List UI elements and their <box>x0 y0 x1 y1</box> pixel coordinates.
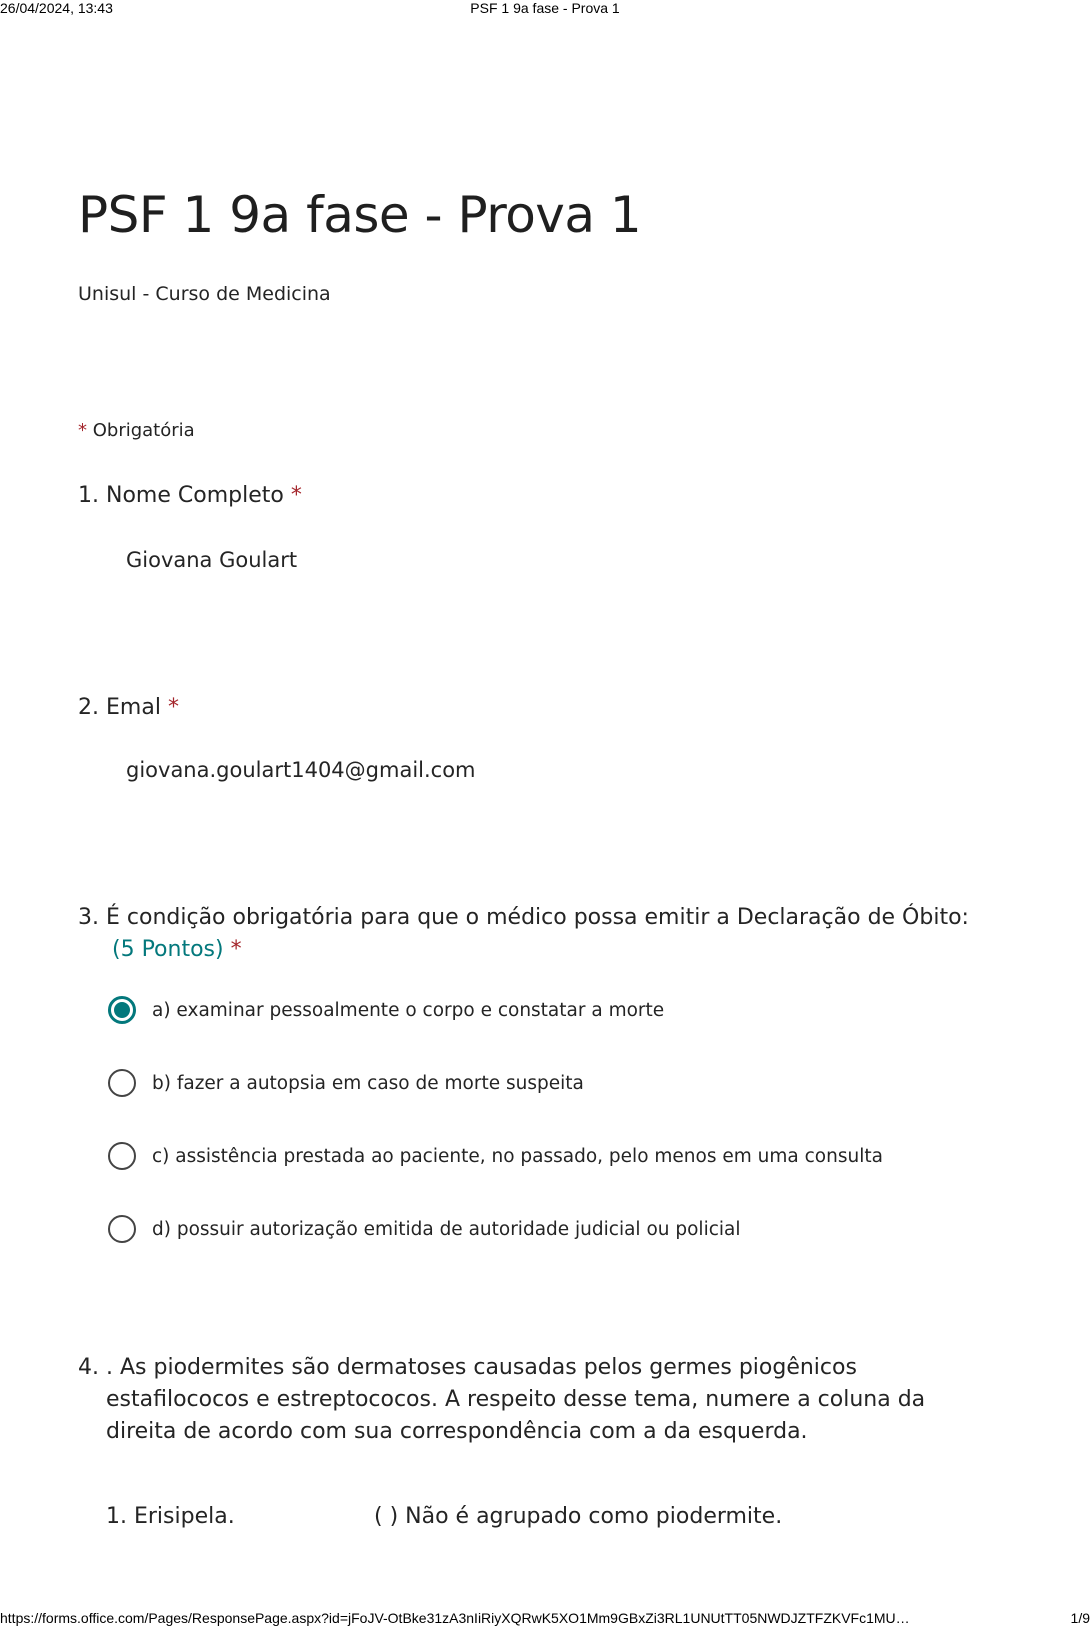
print-page-number: 1/9 <box>1070 1610 1090 1626</box>
required-asterisk: * <box>167 695 179 720</box>
question-text: Nome Completo <box>106 483 284 508</box>
option-c[interactable] <box>108 1141 883 1171</box>
question-header <box>78 692 1038 724</box>
question-3 <box>78 902 1038 1240</box>
print-header <box>0 0 1090 16</box>
radio-icon[interactable] <box>108 1142 136 1170</box>
option-a[interactable] <box>108 995 883 1025</box>
option-label: b) fazer a autopsia em caso de morte suspeita <box>152 1072 584 1094</box>
question-header <box>78 480 1038 512</box>
option-group <box>108 995 883 1287</box>
print-page-title: PSF 1 9a fase - Prova 1 <box>470 0 620 16</box>
print-footer <box>0 1610 1090 1626</box>
print-datetime: 26/04/2024, 13:43 <box>0 0 113 16</box>
question-1 <box>78 480 1038 572</box>
match-left-item: 1. Erisipela. <box>106 1504 235 1529</box>
match-right-item: ( ) Não é agrupado como piodermite. <box>374 1504 783 1529</box>
option-label: d) possuir autorização emitida de autoridade judicial ou policial <box>152 1218 741 1240</box>
answer-email[interactable]: giovana.goulart1404@gmail.com <box>126 758 476 782</box>
required-note <box>78 420 195 441</box>
required-asterisk: * <box>78 420 87 441</box>
option-label: c) assistência prestada ao paciente, no passado, pelo menos em uma consulta <box>152 1145 883 1167</box>
radio-selected-icon[interactable] <box>108 996 136 1024</box>
radio-icon[interactable] <box>108 1215 136 1243</box>
question-number: 4. <box>78 1355 99 1380</box>
question-text: Emal <box>106 695 161 720</box>
required-asterisk: * <box>230 937 242 962</box>
required-note-text: Obrigatória <box>92 420 195 441</box>
option-d[interactable] <box>108 1214 883 1244</box>
option-label: a) examinar pessoalmente o corpo e constatar a morte <box>152 999 665 1021</box>
question-4 <box>78 1352 1038 1529</box>
form-subtitle: Unisul - Curso de Medicina <box>78 283 331 305</box>
answer-name[interactable]: Giovana Goulart <box>126 548 298 572</box>
question-number: 3. <box>78 905 99 930</box>
radio-icon[interactable] <box>108 1069 136 1097</box>
question-header <box>78 902 1038 966</box>
question-number: 1. <box>78 483 99 508</box>
question-points: (5 Pontos) <box>112 937 224 962</box>
question-number: 2. <box>78 695 99 720</box>
question-text: . As piodermites são dermatoses causadas pelos germes piogênicos estafilococos e estreptococos. A respeito desse tema, numere a coluna da direita de acordo com sua correspondência com a da esquerda. <box>106 1355 926 1444</box>
question-2 <box>78 692 1038 782</box>
question-text: É condição obrigatória para que o médico possa emitir a Declaração de Óbito: <box>106 905 969 930</box>
question-header <box>78 1352 1038 1448</box>
form-title: PSF 1 9a fase - Prova 1 <box>78 186 642 244</box>
print-url: https://forms.office.com/Pages/ResponsePage.aspx?id=jFoJV-OtBke31zA3nIiRiyXQRwK5XO1Mm9GBxZi3RL1UNUtTT05NWDJZTFZKVFc1MU… <box>0 1610 910 1626</box>
option-b[interactable] <box>108 1068 883 1098</box>
required-asterisk: * <box>290 483 302 508</box>
